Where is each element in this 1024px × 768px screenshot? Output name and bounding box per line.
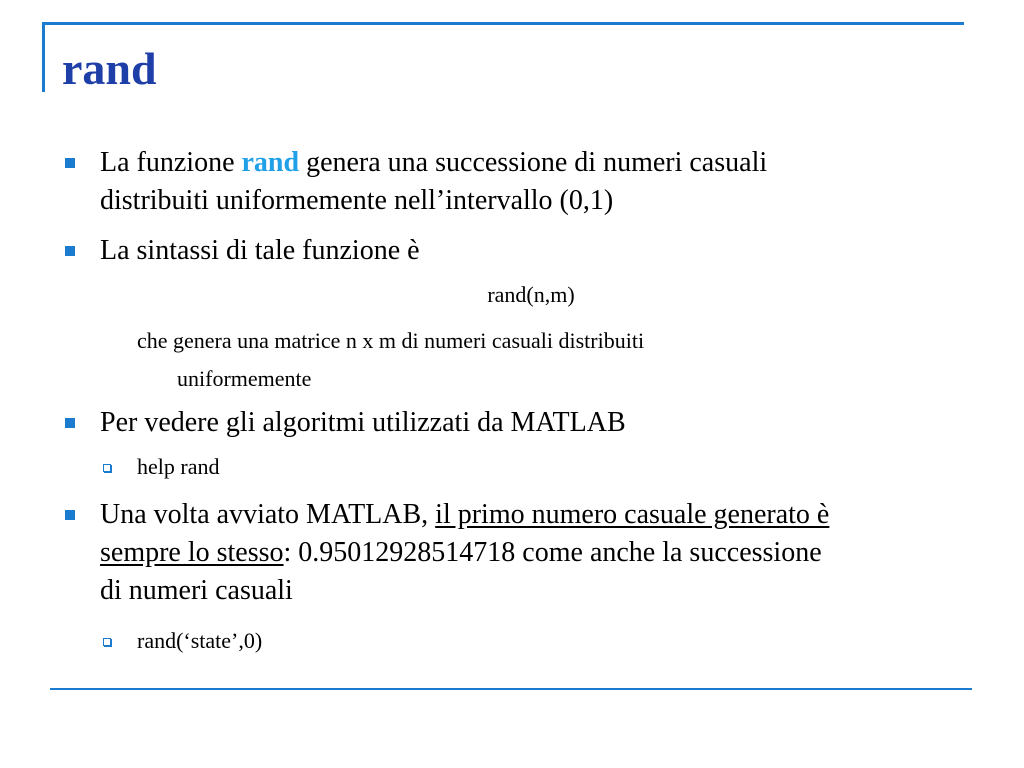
slide-title: rand bbox=[62, 43, 157, 94]
square-bullet-icon bbox=[65, 158, 75, 168]
bullet-1-line1-rest: genera una successione di numeri casuali bbox=[299, 147, 768, 178]
explanation-line1: che genera una matrice n x m di numeri casuali distribuiti bbox=[137, 328, 645, 353]
title-frame-top-rule bbox=[42, 22, 964, 25]
bullet-syntax bbox=[100, 232, 970, 270]
title-frame-left-rule bbox=[42, 22, 45, 92]
bullet-3-text: Per vedere gli algoritmi utilizzati da MATLAB bbox=[100, 407, 626, 438]
square-bullet-icon bbox=[65, 510, 75, 520]
bullet-4-line3: di numeri casuali bbox=[100, 575, 293, 606]
rand-keyword: rand bbox=[241, 147, 300, 178]
help-command: help rand bbox=[137, 454, 220, 479]
sub-bullet-state bbox=[137, 626, 937, 656]
bullet-algorithms bbox=[100, 404, 970, 442]
bullet-1-pre: La funzione bbox=[100, 147, 242, 178]
bullet-4-line2-rest: : 0.95012928514718 come anche la successione bbox=[283, 537, 822, 568]
square-bullet-icon bbox=[65, 246, 75, 256]
bullet-4-pre: Una volta avviato MATLAB, bbox=[100, 499, 436, 530]
syntax-line: rand(n,m) bbox=[487, 282, 575, 307]
hollow-square-bullet-icon bbox=[103, 464, 111, 472]
square-bullet-icon bbox=[65, 418, 75, 428]
explanation-line2: uniformemente bbox=[177, 366, 312, 391]
sub-bullet-help bbox=[137, 452, 937, 482]
state-command: rand(‘state’,0) bbox=[137, 628, 263, 653]
footer-rule bbox=[50, 688, 972, 690]
bullet-rand-description bbox=[100, 144, 970, 220]
bullet-first-random bbox=[100, 496, 970, 610]
hollow-square-bullet-icon bbox=[103, 638, 111, 646]
bullet-4-underlined-1: il primo numero casuale generato è bbox=[435, 499, 830, 530]
bullet-2-text: La sintassi di tale funzione è bbox=[100, 235, 420, 266]
syntax-explanation bbox=[137, 322, 877, 398]
bullet-4-underlined-2: sempre lo stesso bbox=[100, 537, 284, 568]
bullet-1-line2: distribuiti uniformemente nell’intervallo (0,1) bbox=[100, 185, 614, 216]
